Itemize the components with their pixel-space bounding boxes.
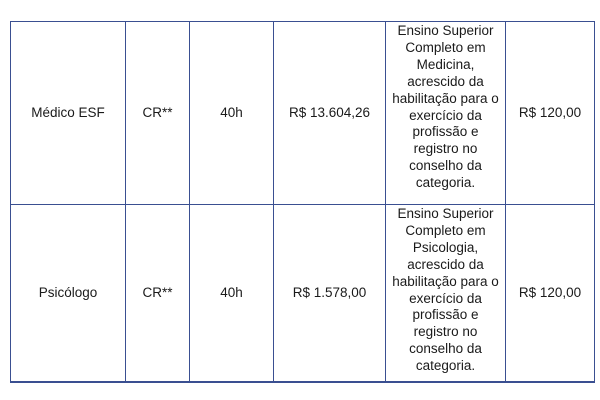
- bottom-rule: [10, 381, 594, 382]
- job-positions-table: [10, 21, 595, 383]
- requirements-text: Ensino Superior Completo em Medicina, acrescido da habilitação para o exercício da profissão e registro no conselho da categoria.: [392, 23, 499, 191]
- table-row: [11, 205, 595, 383]
- workload-cell: 40h: [190, 205, 274, 383]
- position-cell: Médico ESF: [11, 22, 126, 205]
- requirements-cell: [386, 205, 506, 383]
- requirements-cell: [386, 22, 506, 205]
- fee-cell: R$ 120,00: [506, 22, 595, 205]
- salary-cell: R$ 1.578,00: [274, 205, 386, 383]
- fee-cell: R$ 120,00: [506, 205, 595, 383]
- workload-cell: 40h: [190, 22, 274, 205]
- vacancies-cell: CR**: [126, 22, 190, 205]
- table-row: [11, 22, 595, 205]
- requirements-text: Ensino Superior Completo em Psicologia, acrescido da habilitação para o exercício da profissão e registro no conselho da categoria.: [392, 206, 499, 374]
- salary-cell: R$ 13.604,26: [274, 22, 386, 205]
- vacancies-cell: CR**: [126, 205, 190, 383]
- position-cell: Psicólogo: [11, 205, 126, 383]
